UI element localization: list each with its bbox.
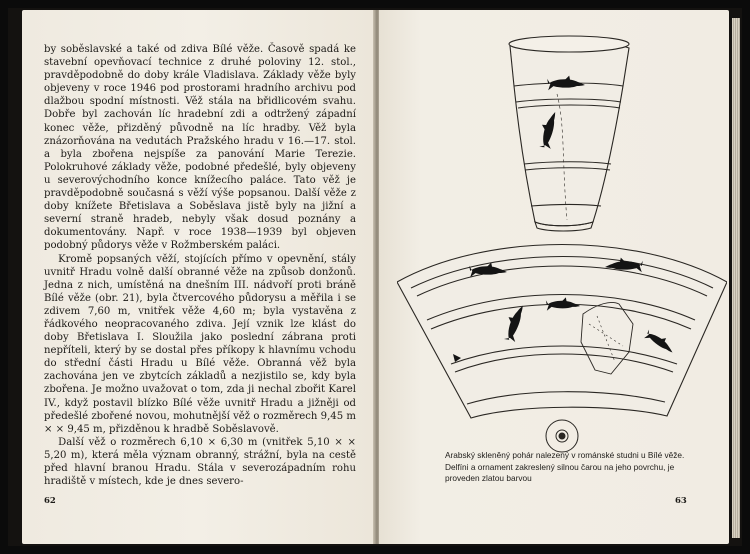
paragraph: by soběslavské a také od zdiva Bílé věže. Časově spadá ke stavební opevňovací technice z druhé poloviny 12. stol., pravděpodobně do doby krále Vladislava. Základy věže byly objeveny v roce 1946 pod prostorami hradního archivu pod dlažbou spodní místnosti. Věž stála na břidlicovém svahu. Dobře byl zachován líc hradební zdi a odtržený západní konec věže, přizděný původně na líc hradby. Věž byla znázorňována na vedutách Pražského hradu v 16.—17. stol. a byla zbořena nejspíše za panování Marie Terezie. Polokruhové základy věže, podobné předešlé, byly objeveny u severovýchodního konce knížecího paláce. Tato věž je pravděpodobně současná s věží výše popsanou. Další věže z doby knížete Břetislava a Soběslava jistě byly na jižní a severní straně hradeb, nebyly však dosud poznány a dokumentovány. Např. v roce 1938—1939 byl objeven podobný půdorys věže v Rožmberském paláci. xyxy=(44,44,356,252)
glass-cup-illustration xyxy=(397,24,727,464)
cup-unrolled-band xyxy=(397,245,727,419)
paragraph: Další věž o rozměrech 6,10 × 6,30 m (vnitřek 5,10 × × 5,20 m), která měla význam obranný, strážní, byla na cestě před hlavní branou Hradu. Stála v severozápadním rohu hradiště v místech, kde je dnes severo- xyxy=(44,436,356,488)
paragraph: Kromě popsaných věží, stojících přímo v opevnění, stály uvnitř Hradu volně další obranné věže na způsob donžonů. Jedna z nich, umístěná na dnešním III. nádvoří proti bráně Bílé věže (obr. 21), byla čtvercového půdorysu a měřila i se zdivem 7,60 m, vnitřek věže 4,60 m; byla vystavěna z řádkového neopracovaného zdiva. Její vznik lze klást do doby Břetislava I. Sloužila jako poslední zábrana proti nepříteli, který by se dostal přes příkopy k hlavnímu vchodu do střední části Hradu u Bílé věže. Obranná věž byla zachována jen ve zbytcích základů a nezjistilo se, kdy byla zbořena. Je možno uvažovat o tom, zda ji nechal zbořit Karel IV., když postavil blízko Bílé věže uvnitř Hradu a jižněji od předešlé zbořené novou, mohutnější věž o rozměrech 9,45 m × × 9,45 m, přizděnou k hradbě Soběslavově. xyxy=(44,253,356,435)
cup-base xyxy=(546,420,578,452)
page-number: 62 xyxy=(44,496,56,506)
figure-caption: Arabský skleněný pohár nalezený v románské studni u Bílé věže. Delfíni a ornament zakreslený silnou čarou na jeho povrchu, je proveden zlatou barvou xyxy=(445,450,685,484)
body-text xyxy=(44,43,356,488)
cup-side-view xyxy=(509,36,629,231)
book-spread xyxy=(8,8,742,546)
left-page xyxy=(22,10,375,544)
page-number: 63 xyxy=(675,496,687,506)
right-page xyxy=(379,10,729,544)
page-edges xyxy=(732,18,740,538)
